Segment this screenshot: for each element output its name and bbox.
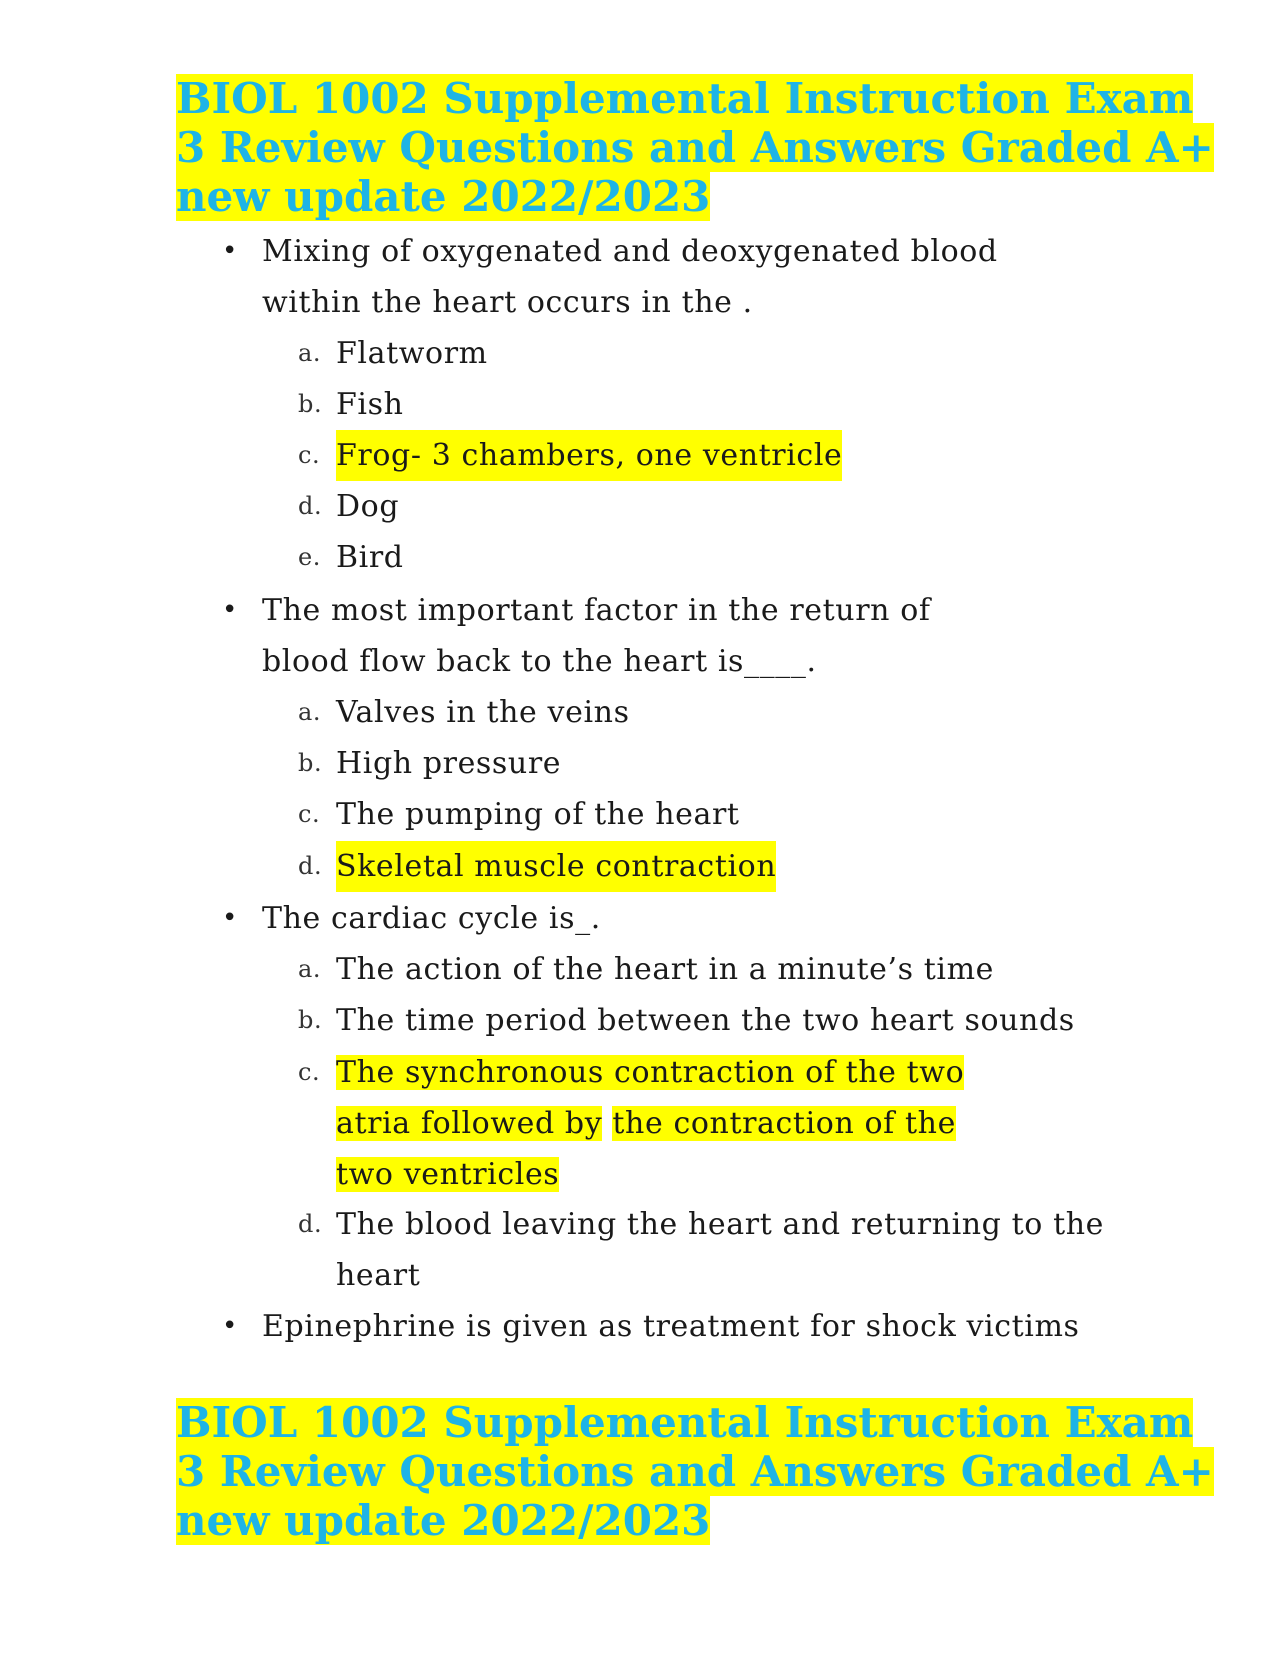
option-letter: a. [298, 955, 322, 983]
option-text-highlighted [336, 1047, 964, 1200]
option-letter: a. [298, 698, 322, 726]
option-3d-line-1: The blood leaving the heart and returning to the [336, 1207, 1105, 1242]
option-letter: d. [298, 492, 323, 520]
question-2-line-1: The most important factor in the return of [262, 593, 931, 628]
option-text: Fish [336, 387, 404, 422]
option-letter: b. [298, 390, 323, 418]
bullet-icon: • [222, 903, 238, 933]
option-letter: e. [298, 543, 322, 571]
option-text: Valves in the veins [336, 695, 630, 730]
question-1-line-2: within the heart occurs in the . [262, 285, 753, 320]
option-text: Flatworm [336, 336, 488, 371]
bullet-icon: • [222, 1311, 238, 1341]
document-title [176, 74, 1236, 221]
option-text: High pressure [336, 746, 562, 781]
option-letter: c. [298, 1058, 321, 1086]
option-text: The time period between the two heart sounds [336, 1003, 1075, 1038]
option-text-highlighted: Frog- 3 chambers, one ventricle [336, 430, 842, 481]
question-1-line-1: Mixing of oxygenated and deoxygenated blood [262, 234, 998, 269]
option-3c-line-3: two ventricles [336, 1157, 560, 1192]
question-2-line-2: blood flow back to the heart is____. [262, 644, 817, 679]
question-1-text [262, 226, 1042, 328]
question-4-text [262, 1301, 1162, 1352]
option-text: The pumping of the heart [336, 797, 740, 832]
option-letter: b. [298, 1006, 323, 1034]
bullet-icon: • [222, 236, 238, 266]
option-3d-line-2: heart [336, 1258, 421, 1293]
option-text: Dog [336, 489, 400, 524]
option-text [336, 1199, 1104, 1301]
option-letter: a. [298, 339, 322, 367]
question-4-line-1: Epinephrine is given as treatment for shock victims [262, 1309, 1080, 1344]
document-footer-title-text: BIOL 1002 Supplemental Instruction Exam 3 Review Questions and Answers Graded A+ new update 2022/2023 [176, 1398, 1214, 1545]
question-3-line-1: The cardiac cycle is_. [262, 901, 601, 936]
option-3c-line-2b: the contraction of the [612, 1106, 956, 1141]
option-letter: c. [298, 441, 321, 469]
option-text: The action of the heart in a minute’s time [336, 952, 995, 987]
question-3-text [262, 893, 1042, 944]
option-letter: d. [298, 852, 323, 880]
option-text-highlighted: Skeletal muscle contraction [336, 841, 776, 892]
bullet-icon: • [222, 595, 238, 625]
document-footer-title [176, 1398, 1236, 1545]
question-2-text [262, 585, 1042, 687]
option-3c-line-2a: atria followed by [336, 1106, 603, 1141]
option-letter: d. [298, 1210, 323, 1238]
option-letter: b. [298, 749, 323, 777]
option-letter: c. [298, 800, 321, 828]
document-title-text: BIOL 1002 Supplemental Instruction Exam 3 Review Questions and Answers Graded A+ new update 2022/2023 [176, 74, 1214, 221]
option-3c-line-1: The synchronous contraction of the two [336, 1055, 965, 1090]
option-text: Bird [336, 540, 404, 575]
